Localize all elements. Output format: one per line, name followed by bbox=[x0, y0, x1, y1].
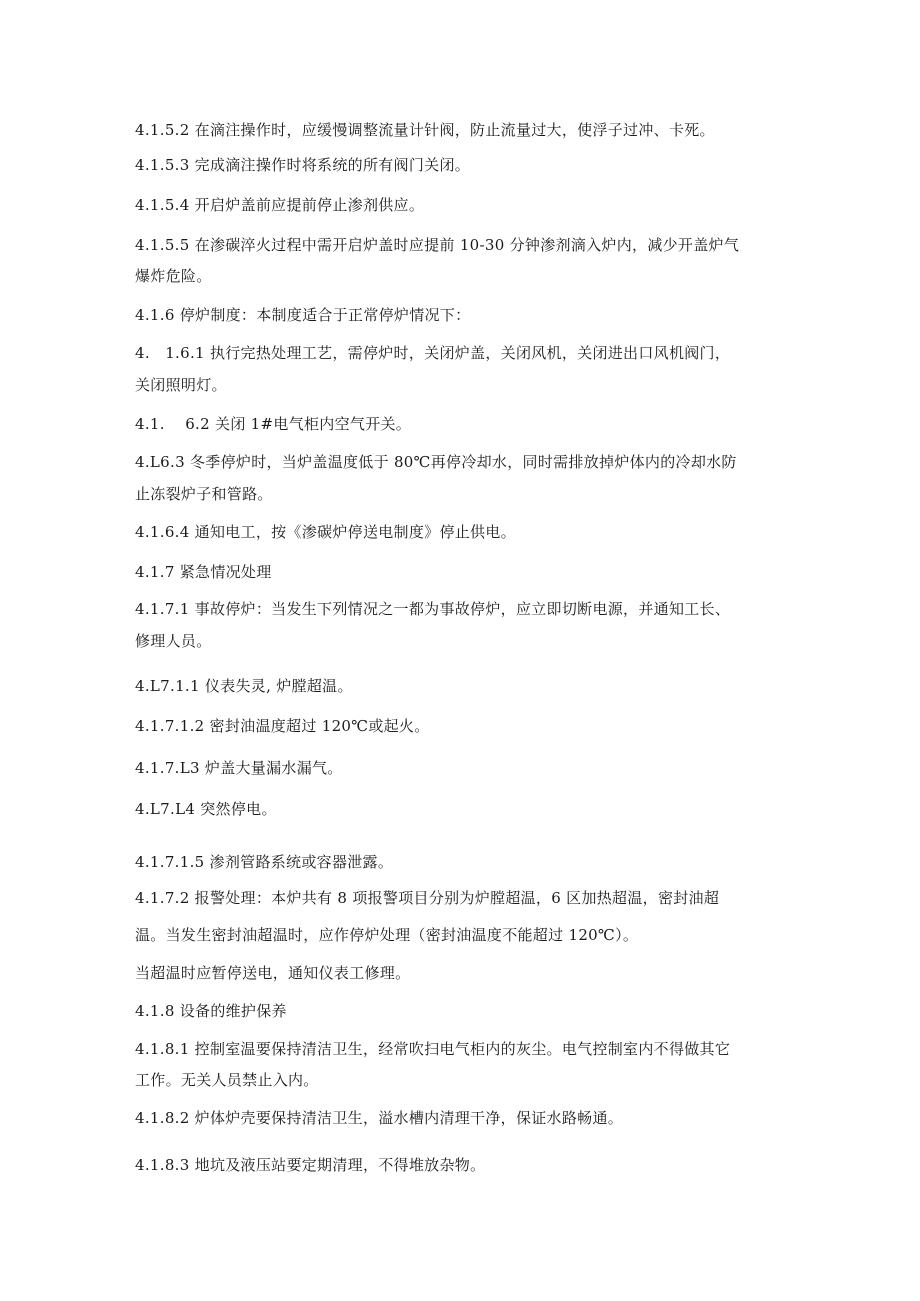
text-line: 4.1.7.1.2 密封油温度超过 120℃或起火。 bbox=[135, 717, 430, 735]
text-line: 4.1.7 紧急情况处理 bbox=[135, 563, 272, 581]
text-line: 4.1.7.1 事故停炉：当发生下列情况之一都为事故停炉，应立即切断电源，并通知工长、 bbox=[135, 600, 731, 618]
text-line: 4. 1.6.1 执行完热处理工艺，需停炉时，关闭炉盖，关闭风机，关闭进出口风机阀门， bbox=[135, 344, 731, 362]
text-line: 4.1.5.3 完成滴注操作时将系统的所有阀门关闭。 bbox=[135, 156, 471, 174]
text-line: 4.1.7.1.5 渗剂管路系统或容器泄露。 bbox=[135, 853, 394, 871]
text-line: 4.1.7.L3 炉盖大量漏水漏气。 bbox=[135, 759, 343, 777]
text-line: 温。当发生密封油超温时，应作停炉处理（密封油温度不能超过 120℃）。 bbox=[135, 926, 639, 944]
text-line: 4.1.6.4 通知电工，按《渗碳炉停送电制度》停止供电。 bbox=[135, 523, 516, 541]
text-line: 爆炸危险。 bbox=[135, 267, 212, 285]
text-line: 4.1.5.2 在滴注操作时，应缓慢调整流量计针阀，防止流量过大，使浮子过冲、卡死。 bbox=[135, 121, 715, 139]
text-line: 4.1. 6.2 关闭 1#电气柜内空气开关。 bbox=[135, 415, 412, 433]
text-line: 工作。无关人员禁止入内。 bbox=[135, 1071, 319, 1089]
text-line: 4.1.5.4 开启炉盖前应提前停止渗剂供应。 bbox=[135, 196, 425, 214]
text-line: 4.L7.1.1 仪表失灵, 炉膛超温。 bbox=[135, 677, 353, 695]
text-line: 4.1.8 设备的维护保养 bbox=[135, 1002, 287, 1020]
text-line: 4.1.7.2 报警处理：本炉共有 8 项报警项目分别为炉膛超温，6 区加热超温，密封油超 bbox=[135, 889, 720, 907]
text-line: 4.1.6 停炉制度：本制度适合于正常停炉情况下： bbox=[135, 306, 471, 324]
text-line: 4.1.5.5 在渗碳淬火过程中需开启炉盖时应提前 10-30 分钟渗剂滴入炉内，减少开盖炉气 bbox=[135, 236, 740, 254]
text-line: 4.L7.L4 突然停电。 bbox=[135, 800, 277, 818]
text-line: 4.1.8.1 控制室温要保持清洁卫生，经常吹扫电气柜内的灰尘。电气控制室内不得做其它 bbox=[135, 1040, 731, 1058]
text-line: 4.1.8.2 炉体炉壳要保持清洁卫生，溢水槽内清理干净，保证水路畅通。 bbox=[135, 1109, 624, 1127]
text-line: 修理人员。 bbox=[135, 632, 212, 650]
text-line: 当超温时应暂停送电，通知仪表工修理。 bbox=[135, 964, 411, 982]
text-line: 4.L6.3 冬季停炉时，当炉盖温度低于 80℃再停冷却水，同时需排放掉炉体内的冷却水防 bbox=[135, 453, 737, 471]
text-line: 关闭照明灯。 bbox=[135, 376, 227, 394]
text-line: 4.1.8.3 地坑及液压站要定期清理，不得堆放杂物。 bbox=[135, 1156, 486, 1174]
text-line: 止冻裂炉子和管路。 bbox=[135, 485, 273, 503]
